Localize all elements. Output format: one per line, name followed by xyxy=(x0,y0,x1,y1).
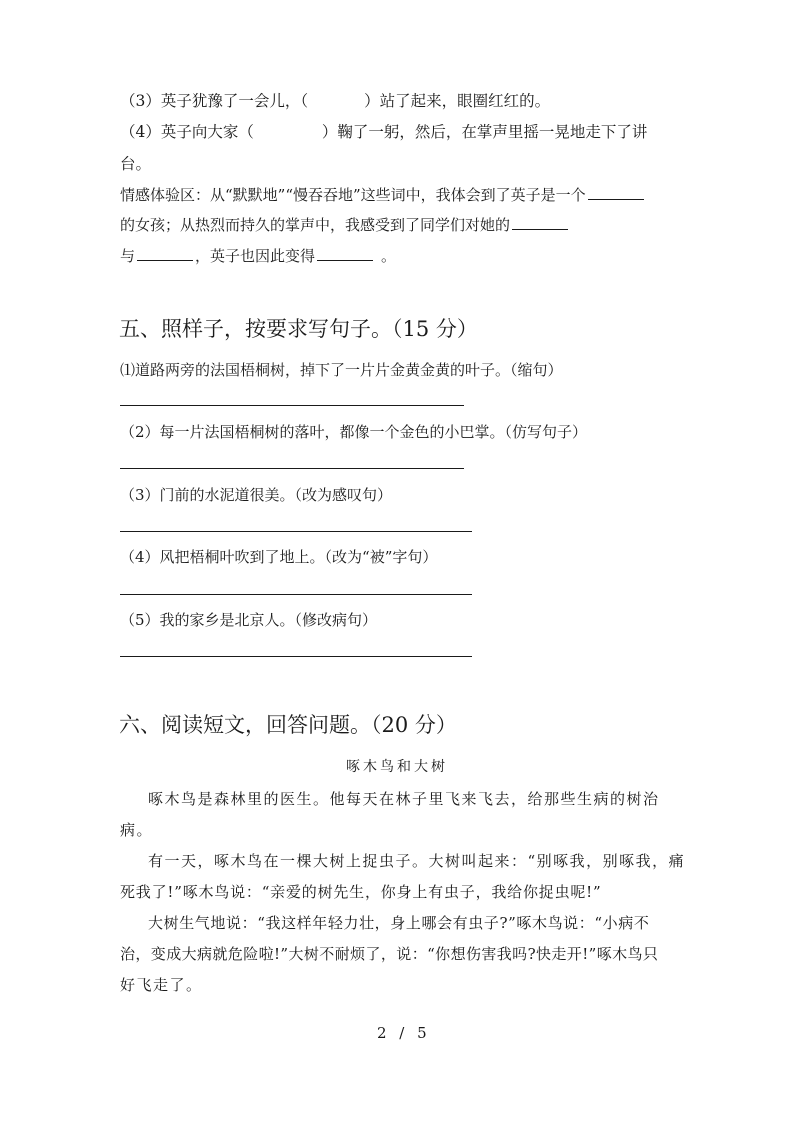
question-5-3: （3）门前的水泥道很美。（改为感叹句） xyxy=(120,486,393,504)
emotion-blank-3[interactable] xyxy=(137,259,193,261)
emotion-line-1: 情感体验区：从“默默地”“慢吞吞地”这些词中，我体会到了英子是一个 xyxy=(120,184,646,205)
answer-line-5-4[interactable] xyxy=(120,594,472,595)
passage-p2-line1: 有一天，啄木鸟在一棵大树上捉虫子。大树叫起来：“别啄我，别啄我，痛 xyxy=(148,852,686,870)
answer-line-5-3[interactable] xyxy=(120,531,472,532)
section-6-heading: 六、阅读短文，回答问题。（20 分） xyxy=(119,713,457,737)
emotion-line-2: 的女孩；从热烈而持久的掌声中，我感受到了同学们对她的 xyxy=(120,214,570,235)
question-5-1: ⑴道路两旁的法国梧桐树，掉下了一片片金黄金黄的叶子。（缩句） xyxy=(120,361,563,379)
answer-line-5-1[interactable] xyxy=(120,405,464,406)
emotion-blank-1[interactable] xyxy=(588,198,644,200)
question-5-5: （5）我的家乡是北京人。（修改病句） xyxy=(120,611,378,629)
emotion-line-3: 与 ，英子也因此变得 。 xyxy=(120,247,397,265)
question-5-4: （4）风把梧桐叶吹到了地上。（改为“被”字句） xyxy=(120,548,438,566)
item-4: （4）英子向大家（ ）鞠了一躬，然后，在掌声里摇一晃地走下了讲 xyxy=(120,123,648,141)
passage-p3-line3: 好飞走了。 xyxy=(120,976,203,994)
passage-p1-line2: 病。 xyxy=(120,821,154,839)
question-5-2: （2）每一片法国梧桐树的落叶，都像一个金色的小巴掌。（仿写句子） xyxy=(120,423,588,441)
emotion-blank-2[interactable] xyxy=(512,228,568,230)
passage-p3-line1: 大树生气地说：“我这样年轻力壮，身上哪会有虫子?”啄木鸟说：“小病不 xyxy=(148,914,650,932)
item-3: （3）英子犹豫了一会儿，（ ）站了起来，眼圈红红的。 xyxy=(120,92,551,110)
answer-line-5-2[interactable] xyxy=(120,468,464,469)
passage-p2-line2: 死我了!”啄木鸟说：“亲爱的树先生，你身上有虫子，我给你捉虫呢!” xyxy=(120,883,602,901)
emotion-blank-4[interactable] xyxy=(317,259,373,261)
page-number: 2 / 5 xyxy=(377,1024,431,1042)
section-5-heading: 五、照样子，按要求写句子。（15 分） xyxy=(119,317,478,341)
answer-line-5-5[interactable] xyxy=(120,656,472,657)
passage-title: 啄木鸟和大树 xyxy=(346,759,448,775)
item-4-continued: 台。 xyxy=(120,155,152,173)
passage-p1-line1: 啄木鸟是森林里的医生。他每天在林子里飞来飞去，给那些生病的树治 xyxy=(148,790,660,808)
passage-p3-line2: 治，变成大病就危险啦!”大树不耐烦了，说：“你想伤害我吗?快走开!”啄木鸟只 xyxy=(120,945,659,963)
